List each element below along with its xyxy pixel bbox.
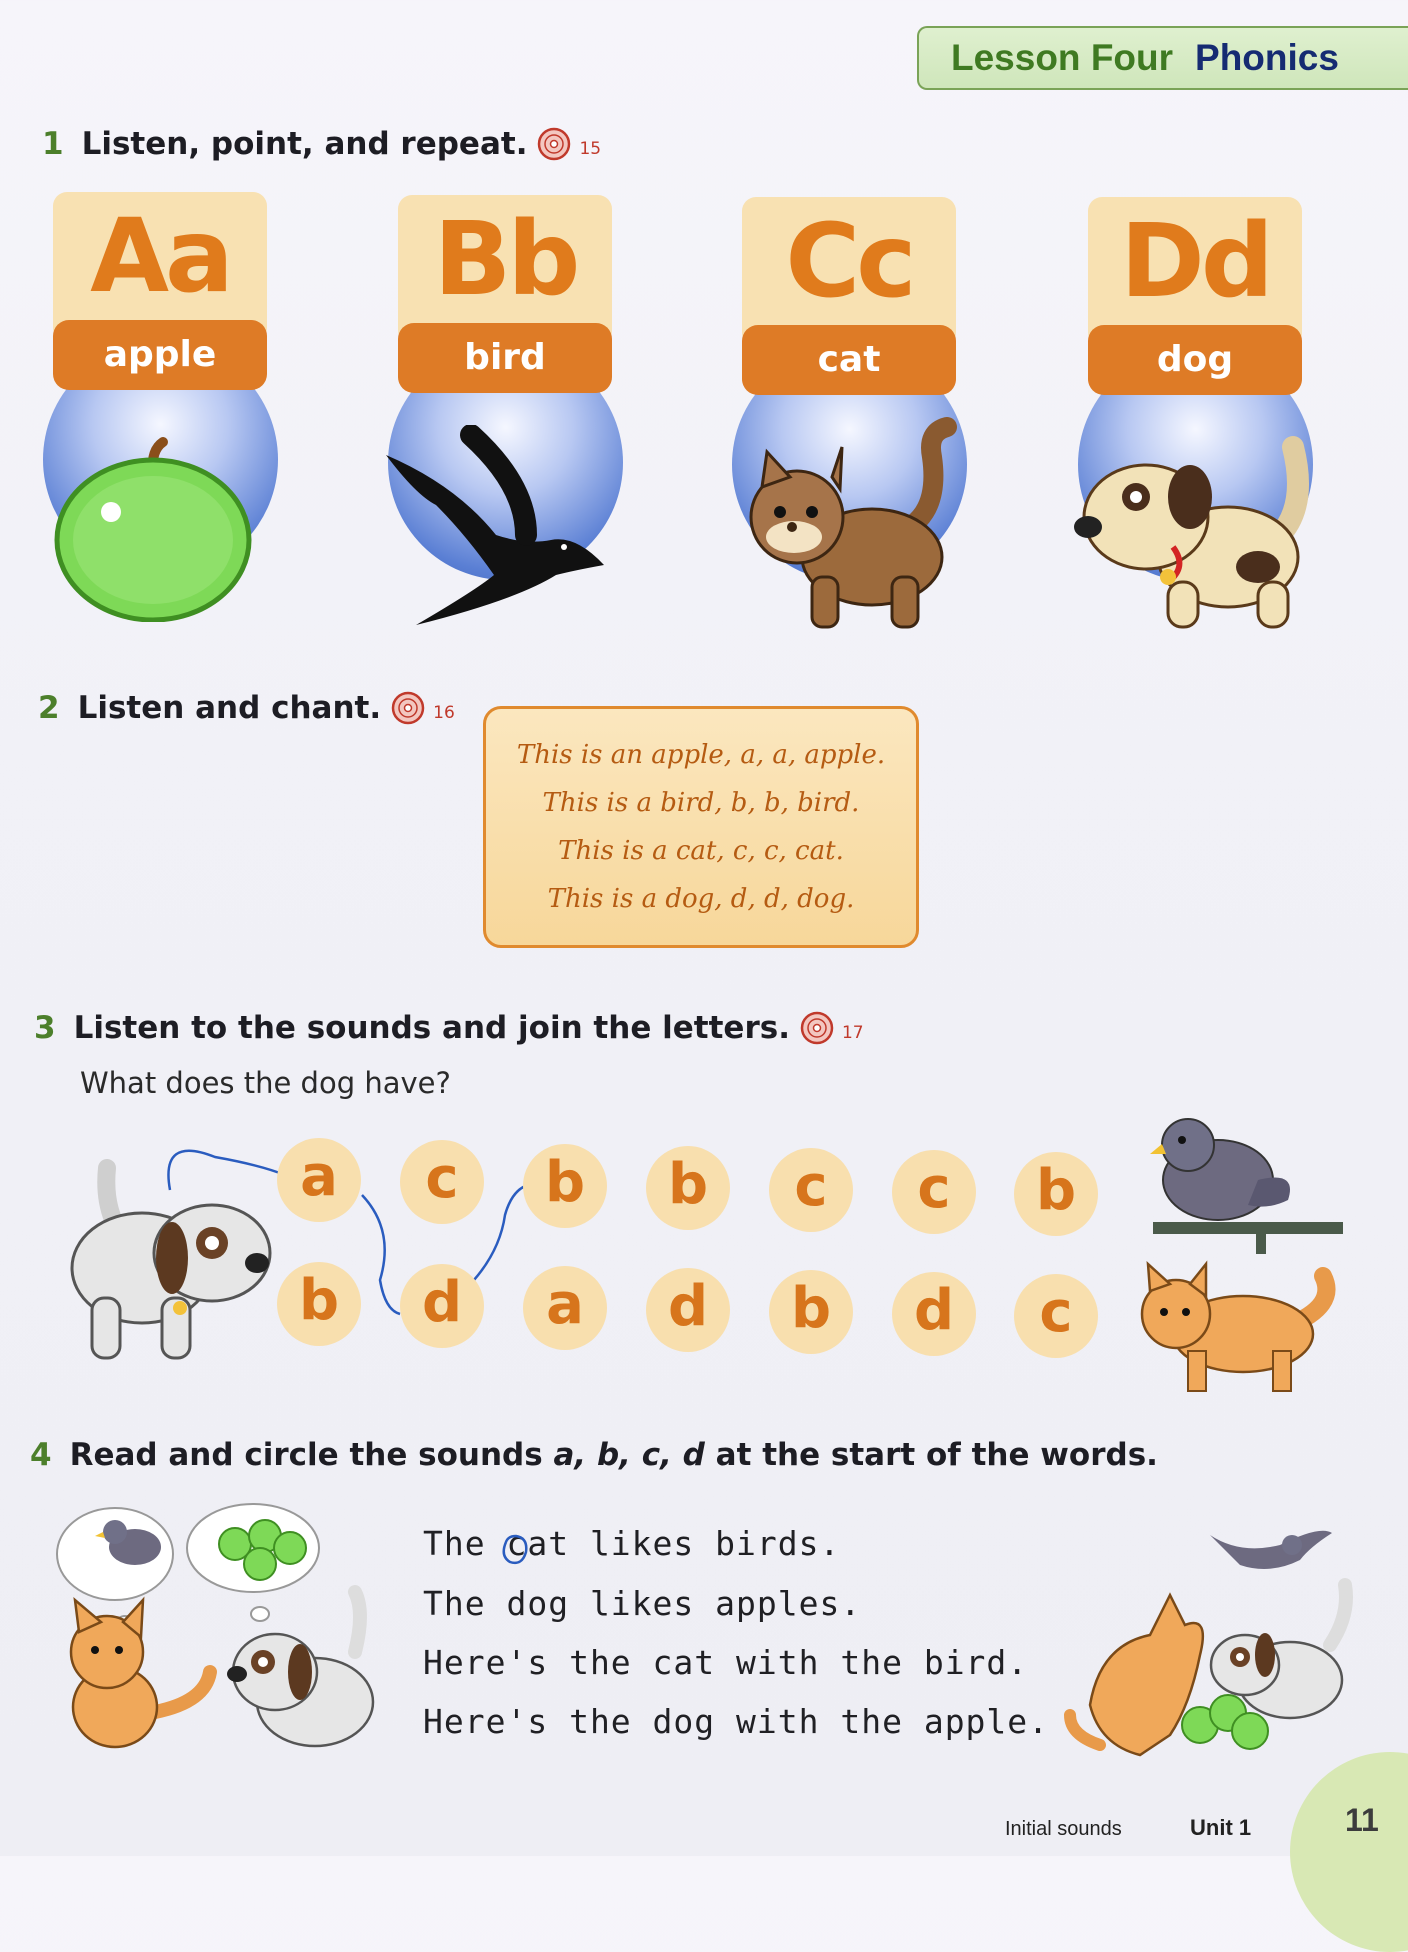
card-letters: Aa (53, 192, 267, 342)
section-3-instruction: Listen to the sounds and join the letters. (73, 1010, 790, 1046)
letter-bubble[interactable]: c (769, 1148, 853, 1232)
bird-on-perch-icon (1148, 1110, 1348, 1260)
lesson-number: Lesson Four (951, 37, 1174, 78)
letter-bubble[interactable]: a (523, 1266, 607, 1350)
card-letters: Cc (742, 197, 956, 347)
cat-icon (1128, 1256, 1348, 1396)
section-2-instruction: Listen and chant. (77, 690, 382, 726)
section-4-instruction-letters: a, b, c, d (553, 1437, 705, 1473)
track-number: 15 (579, 139, 602, 159)
section-4-number: 4 (30, 1437, 52, 1473)
section-4-instruction-suffix: at the start of the words. (704, 1437, 1158, 1473)
letter-bubble[interactable]: a (277, 1138, 361, 1222)
section-2-number: 2 (38, 690, 60, 726)
thinking-cat-dog-illustration (55, 1502, 375, 1752)
section-4-instruction-prefix: Read and circle the sounds (69, 1437, 554, 1473)
letter-bubble[interactable]: b (277, 1262, 361, 1346)
cat-dog-bird-illustration (1060, 1505, 1360, 1765)
letter-bubble[interactable]: b (523, 1144, 607, 1228)
letter-bubble[interactable]: b (646, 1146, 730, 1230)
letter-bubble[interactable]: d (892, 1272, 976, 1356)
section-3-number: 3 (34, 1010, 56, 1046)
section-4-heading (30, 1437, 1158, 1473)
section-3-question: What does the dog have? (80, 1066, 451, 1100)
card-word: bird (398, 323, 612, 393)
card-word: dog (1088, 325, 1302, 395)
letter-bubble[interactable]: d (646, 1268, 730, 1352)
letter-bubble[interactable]: c (400, 1140, 484, 1224)
sentence-3: Here's the cat with the bird. (423, 1643, 1029, 1682)
card-word: cat (742, 325, 956, 395)
footer-topic: Initial sounds (1005, 1818, 1122, 1840)
sentence-4: Here's the dog with the apple. (423, 1702, 1050, 1741)
card-letters: Bb (398, 195, 612, 345)
chant-line: This is a cat, c, c, cat. (558, 836, 844, 866)
circled-letter-mark (498, 1528, 530, 1570)
sentence-1 (423, 1524, 840, 1563)
letter-bubble[interactable]: d (400, 1264, 484, 1348)
letter-bubble[interactable]: b (1014, 1152, 1098, 1236)
chant-line: This is a dog, d, d, dog. (547, 884, 855, 914)
footer-unit: Unit 1 (1190, 1815, 1252, 1840)
chant-line: This is a bird, b, b, bird. (542, 788, 860, 818)
sentence-text: The cat likes birds. (423, 1524, 841, 1563)
section-1-number: 1 (42, 126, 64, 162)
track-number: 16 (433, 703, 455, 723)
letter-bubble[interactable]: b (769, 1270, 853, 1354)
letter-bubble[interactable]: c (892, 1150, 976, 1234)
page-number: 11 (1345, 1802, 1379, 1838)
lesson-title: Phonics (1195, 37, 1339, 78)
track-number: 17 (841, 1023, 864, 1043)
section-1-instruction: Listen, point, and repeat. (81, 126, 528, 162)
sentence-2: The dog likes apples. (423, 1584, 862, 1623)
chant-line: This is an apple, a, a, apple. (516, 740, 886, 770)
card-word: apple (53, 320, 267, 390)
letter-bubble[interactable]: c (1014, 1274, 1098, 1358)
card-letters: Dd (1088, 197, 1302, 347)
